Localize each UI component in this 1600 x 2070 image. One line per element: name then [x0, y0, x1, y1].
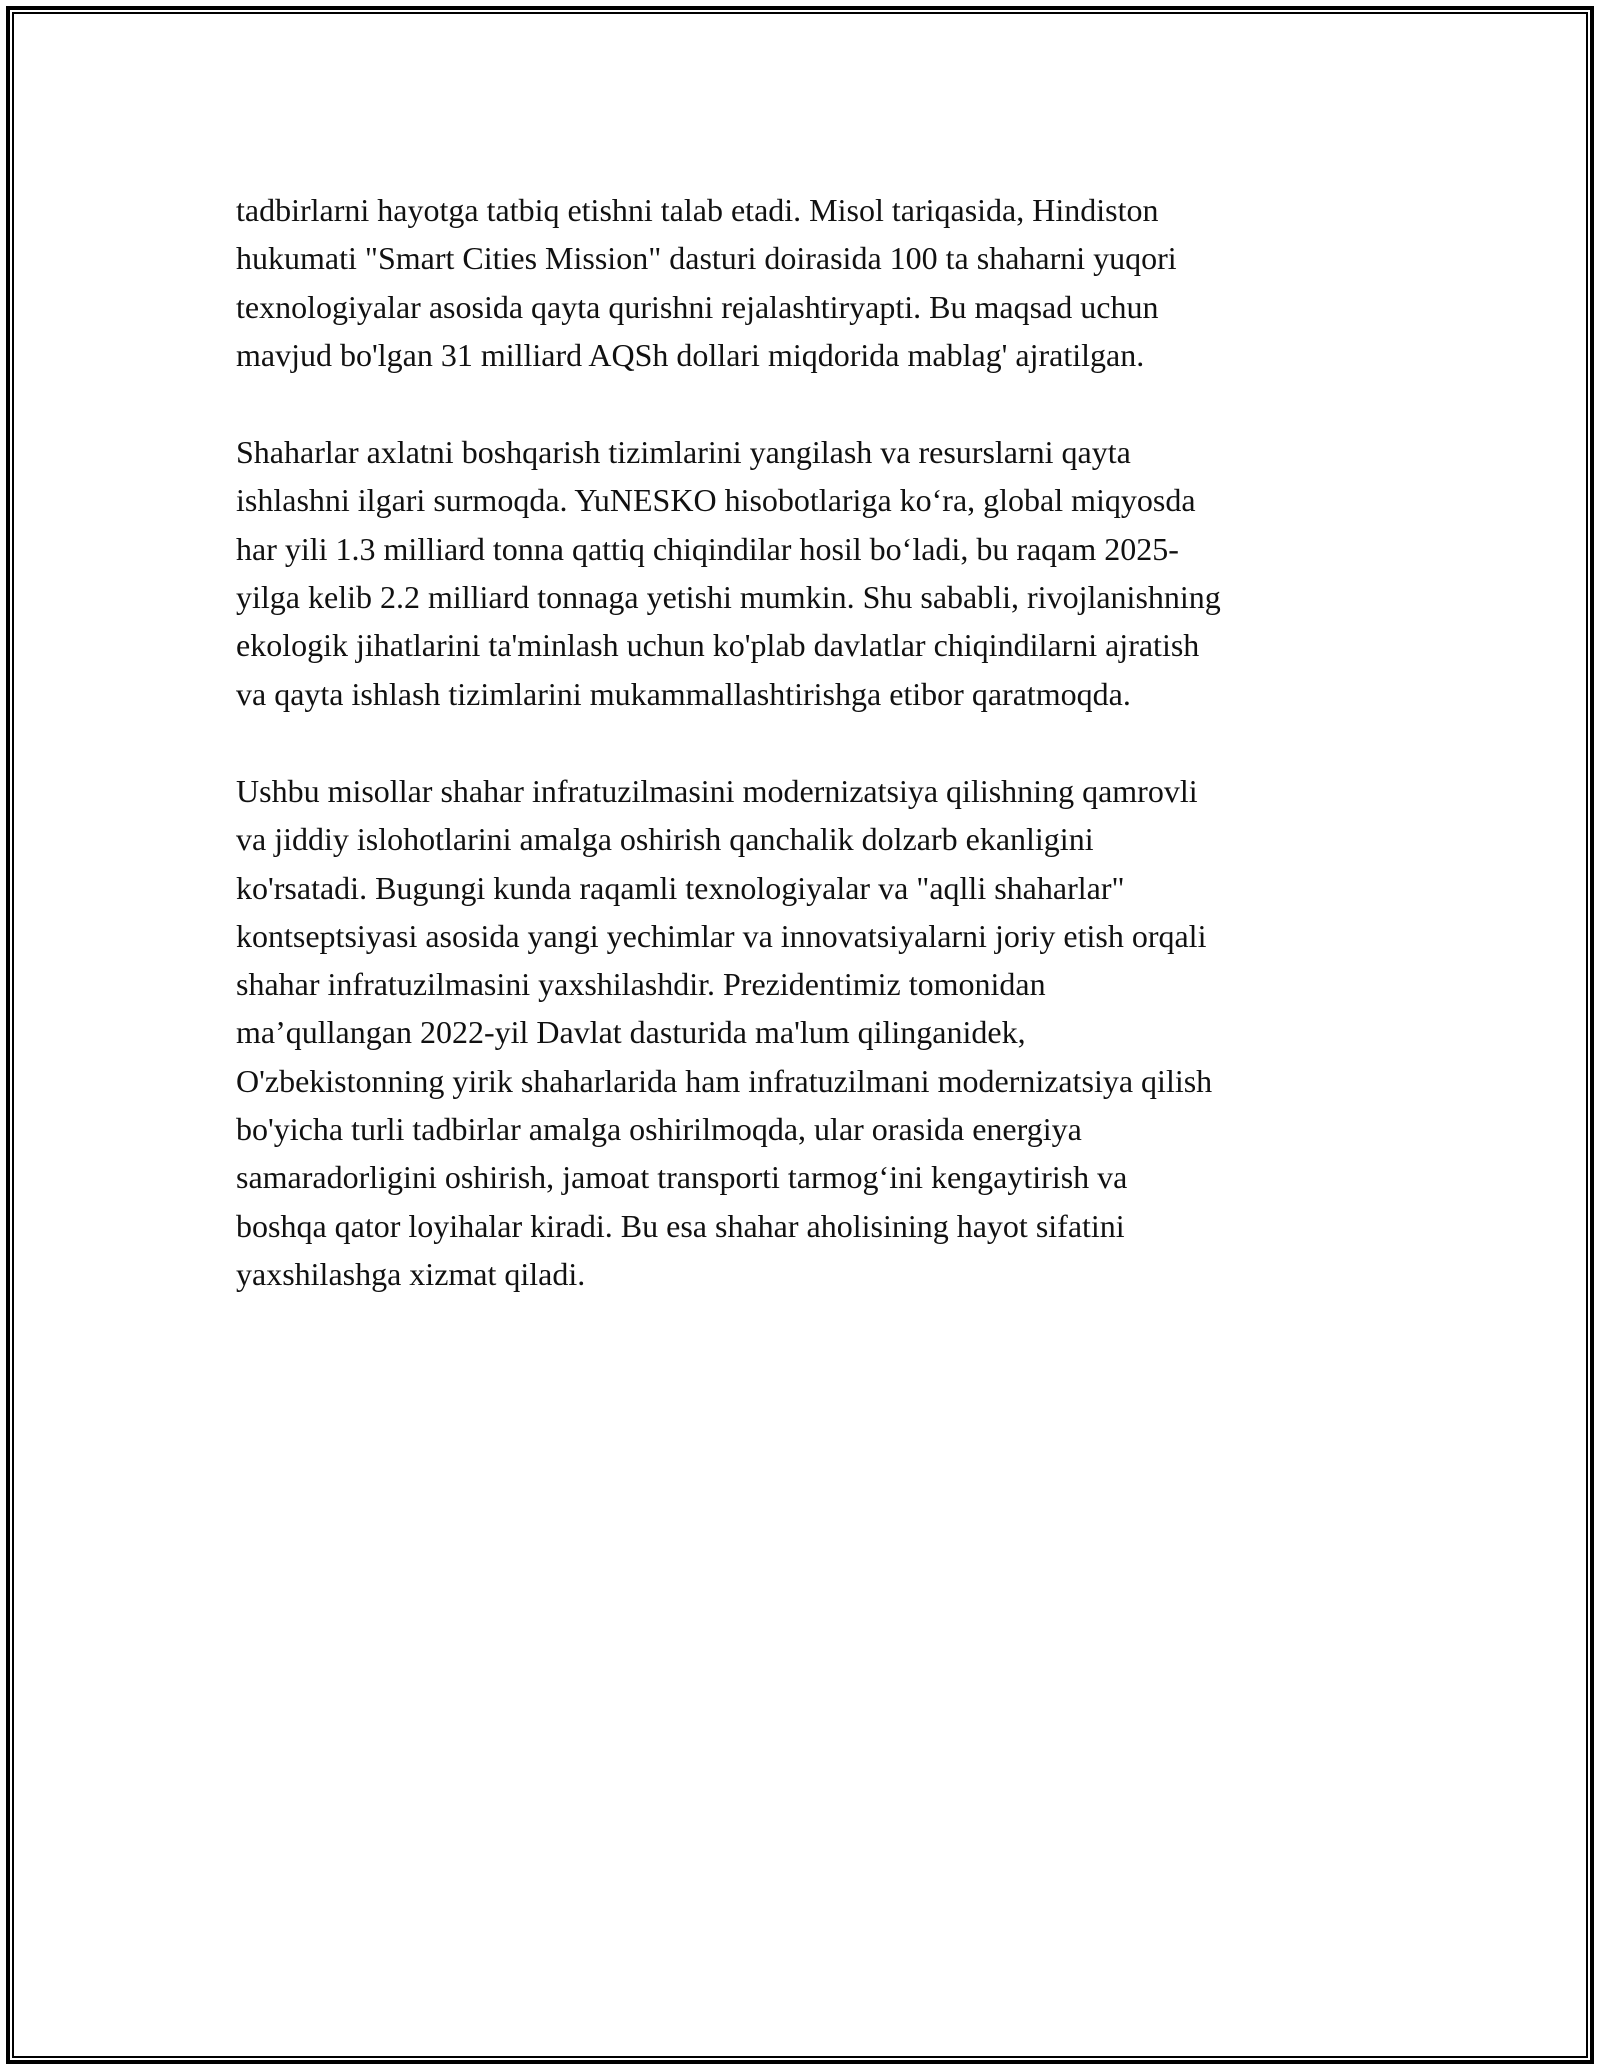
text-line: O'zbekistonning yirik shaharlarida ham infratuzilmani modernizatsiya qilish — [236, 1062, 1213, 1099]
text-line: ma’qullangan 2022-yil Davlat dasturida ma'lum qilinganidek, — [236, 1014, 1026, 1051]
text-line: har yili 1.3 milliard tonna qattiq chiqindilar hosil bo‘ladi, bu raqam 2025- — [236, 530, 1179, 567]
text-line: kontseptsiyasi asosida yangi yechimlar va innovatsiyalarni joriy etish orqali — [236, 917, 1207, 954]
text-line: Ushbu misollar shahar infratuzilmasini modernizatsiya qilishning qamrovli — [236, 772, 1198, 809]
text-line: samaradorligini oshirish, jamoat transporti tarmog‘ini kengaytirish va — [236, 1159, 1128, 1196]
text-line: boshqa qator loyihalar kiradi. Bu esa shahar aholisining hayot sifatini — [236, 1207, 1125, 1244]
text-line: hukumati "Smart Cities Mission" dasturi doirasida 100 ta shaharni yuqori — [236, 240, 1177, 277]
text-line: bo'yicha turli tadbirlar amalga oshirilmoqda, ular orasida energiya — [236, 1111, 1082, 1148]
text-line: ishlashni ilgari surmoqda. YuNESKO hisobotlariga ko‘ra, global miqyosda — [236, 482, 1196, 519]
text-line: ko'rsatadi. Bugungi kunda raqamli texnologiyalar va "aqlli shaharlar" — [236, 869, 1125, 906]
text-line: texnologiyalar asosida qayta qurishni rejalashtiryapti. Bu maqsad uchun — [236, 288, 1159, 325]
paragraph-2 — [236, 428, 1376, 718]
text-line: ekologik jihatlarini ta'minlash uchun ko'plab davlatlar chiqindilarni ajratish — [236, 627, 1200, 664]
paragraph-3 — [236, 767, 1376, 1298]
text-line: va qayta ishlash tizimlarini mukammallashtirishga etibor qaratmoqda. — [236, 675, 1131, 712]
text-line: va jiddiy islohotlarini amalga oshirish qanchalik dolzarb ekanligini — [236, 821, 1094, 858]
document-body — [236, 186, 1376, 1347]
paragraph-1 — [236, 186, 1376, 379]
text-line: mavjud bo'lgan 31 milliard AQSh dollari miqdorida mablag' ajratilgan. — [236, 336, 1145, 373]
text-line: tadbirlarni hayotga tatbiq etishni talab etadi. Misol tariqasida, Hindiston — [236, 192, 1159, 228]
text-line: shahar infratuzilmasini yaxshilashdir. Prezidentimiz tomonidan — [236, 966, 1046, 1003]
text-line: yilga kelib 2.2 milliard tonnaga yetishi mumkin. Shu sababli, rivojlanishning — [236, 579, 1221, 616]
text-line: Shaharlar axlatni boshqarish tizimlarini yangilash va resurslarni qayta — [236, 434, 1131, 471]
text-line: yaxshilashga xizmat qiladi. — [236, 1255, 586, 1292]
